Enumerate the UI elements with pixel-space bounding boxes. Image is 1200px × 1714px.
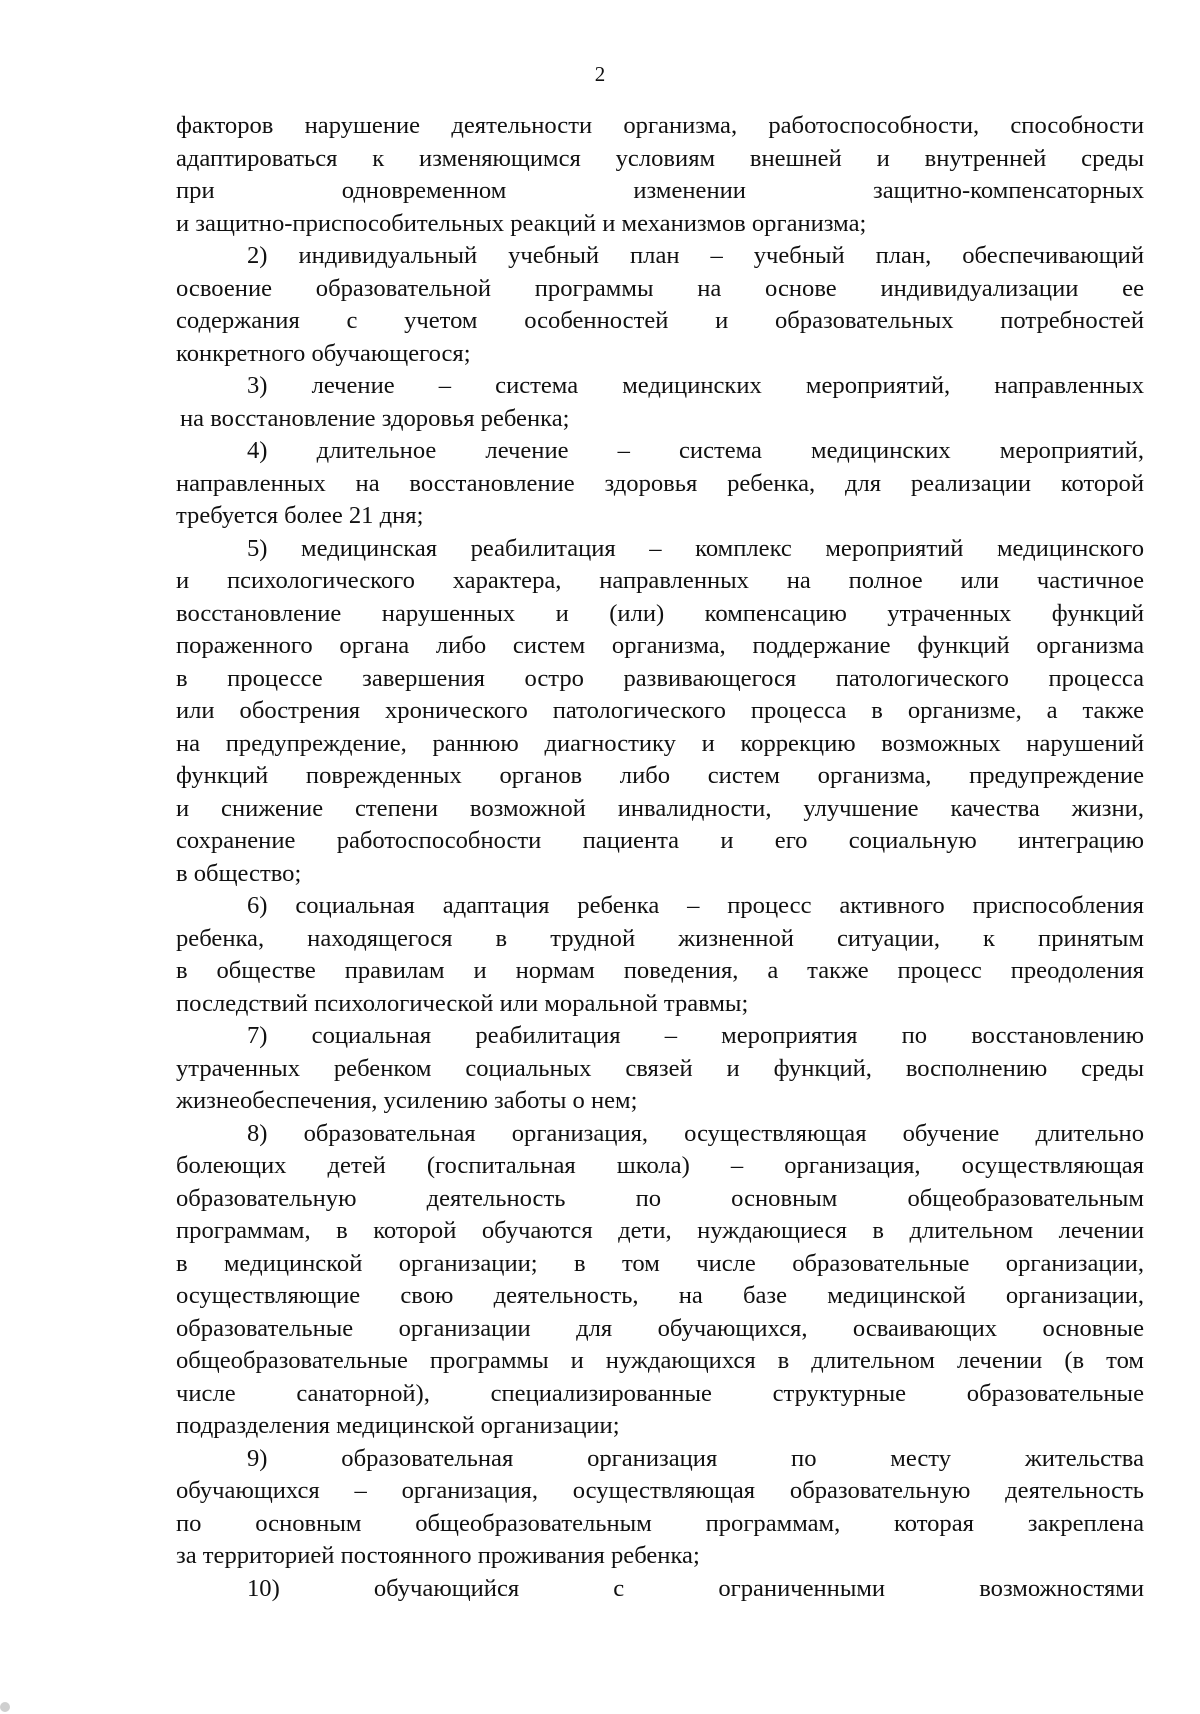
text-line: утраченных ребенком социальных связей и функций, восполнению среды xyxy=(176,1054,1144,1082)
text-line: восстановление нарушенных и (или) компенсацию утраченных функций xyxy=(176,599,1144,627)
text-line: за территорией постоянного проживания ребенка; xyxy=(176,1542,700,1569)
text-line: по основным общеобразовательным программам, которая закреплена xyxy=(176,1509,1144,1537)
text-line: болеющих детей (госпитальная школа) – организация, осуществляющая xyxy=(176,1152,1144,1179)
text-line: обучающихся – организация, осуществляющая образовательную деятельность xyxy=(176,1477,1144,1504)
scan-artifact xyxy=(0,1702,10,1712)
text-line: 8) образовательная организация, осуществляющая обучение длительно xyxy=(247,1119,1144,1147)
text-line: в обществе правилам и нормам поведения, а также процесс преодоления xyxy=(176,957,1144,984)
text-line: или обострения хронического патологического процесса в организме, а также xyxy=(176,697,1144,724)
text-line: в общество; xyxy=(176,859,302,887)
page-number: 2 xyxy=(594,62,606,86)
text-line: и снижение степени возможной инвалидности, улучшение качества жизни, xyxy=(176,794,1144,822)
text-line: направленных на восстановление здоровья ребенка, для реализации которой xyxy=(176,469,1144,497)
text-line: образовательные организации для обучающихся, осваивающих основные xyxy=(176,1314,1144,1342)
text-line: освоение образовательной программы на основе индивидуализации ее xyxy=(176,274,1144,302)
text-line: жизнеобеспечения, усилению заботы о нем; xyxy=(176,1087,638,1114)
text-line: 6) социальная адаптация ребенка – процесс активного приспособления xyxy=(247,892,1144,919)
text-line: подразделения медицинской организации; xyxy=(176,1412,620,1439)
text-line: 5) медицинская реабилитация – комплекс мероприятий медицинского xyxy=(247,534,1144,562)
text-line: на предупреждение, раннюю диагностику и коррекцию возможных нарушений xyxy=(176,729,1144,757)
text-line: 3) лечение – система медицинских мероприятий, направленных xyxy=(247,372,1144,399)
text-line: пораженного органа либо систем организма, поддержание функций организма xyxy=(176,632,1144,659)
text-line: ребенка, находящегося в трудной жизненной ситуации, к принятым xyxy=(176,924,1144,952)
text-line: в процессе завершения остро развивающегося патологического процесса xyxy=(176,664,1144,692)
text-line: образовательную деятельность по основным общеобразовательным xyxy=(176,1184,1144,1212)
text-line: на восстановление здоровья ребенка; xyxy=(180,404,570,432)
text-line: 4) длительное лечение – система медицинских мероприятий, xyxy=(247,437,1144,464)
text-line: адаптироваться к изменяющимся условиям внешней и внутренней среды xyxy=(176,144,1144,172)
text-line: конкретного обучающегося; xyxy=(176,339,471,367)
text-line: требуется более 21 дня; xyxy=(176,502,424,529)
text-line: программам, в которой обучаются дети, нуждающиеся в длительном лечении xyxy=(176,1217,1144,1244)
text-line: и психологического характера, направленных на полное или частичное xyxy=(176,567,1144,594)
document-body xyxy=(176,110,1144,1605)
text-line: 10) обучающийся с ограниченными возможностями xyxy=(247,1574,1144,1602)
text-line: сохранение работоспособности пациента и его социальную интеграцию xyxy=(176,827,1144,854)
text-line: факторов нарушение деятельности организма, работоспособности, способности xyxy=(176,112,1144,139)
text-line: последствий психологической или моральной травмы; xyxy=(176,989,749,1017)
text-line: содержания с учетом особенностей и образовательных потребностей xyxy=(176,307,1144,334)
text-line: 7) социальная реабилитация – мероприятия по восстановлению xyxy=(247,1022,1144,1049)
text-line: в медицинской организации; в том числе образовательные организации, xyxy=(176,1249,1144,1277)
text-line: осуществляющие свою деятельность, на базе медицинской организации, xyxy=(176,1282,1144,1309)
text-line: общеобразовательные программы и нуждающихся в длительном лечении (в том xyxy=(176,1347,1144,1374)
text-line: функций поврежденных органов либо систем организма, предупреждение xyxy=(176,762,1144,789)
text-line: при одновременном изменении защитно-компенсаторных xyxy=(176,177,1144,204)
text-line: 2) индивидуальный учебный план – учебный план, обеспечивающий xyxy=(247,242,1144,269)
text-line: и защитно-приспособительных реакций и механизмов организма; xyxy=(176,209,867,237)
text-line: 9) образовательная организация по месту жительства xyxy=(247,1444,1144,1472)
text-line: числе санаторной), специализированные структурные образовательные xyxy=(176,1379,1144,1407)
